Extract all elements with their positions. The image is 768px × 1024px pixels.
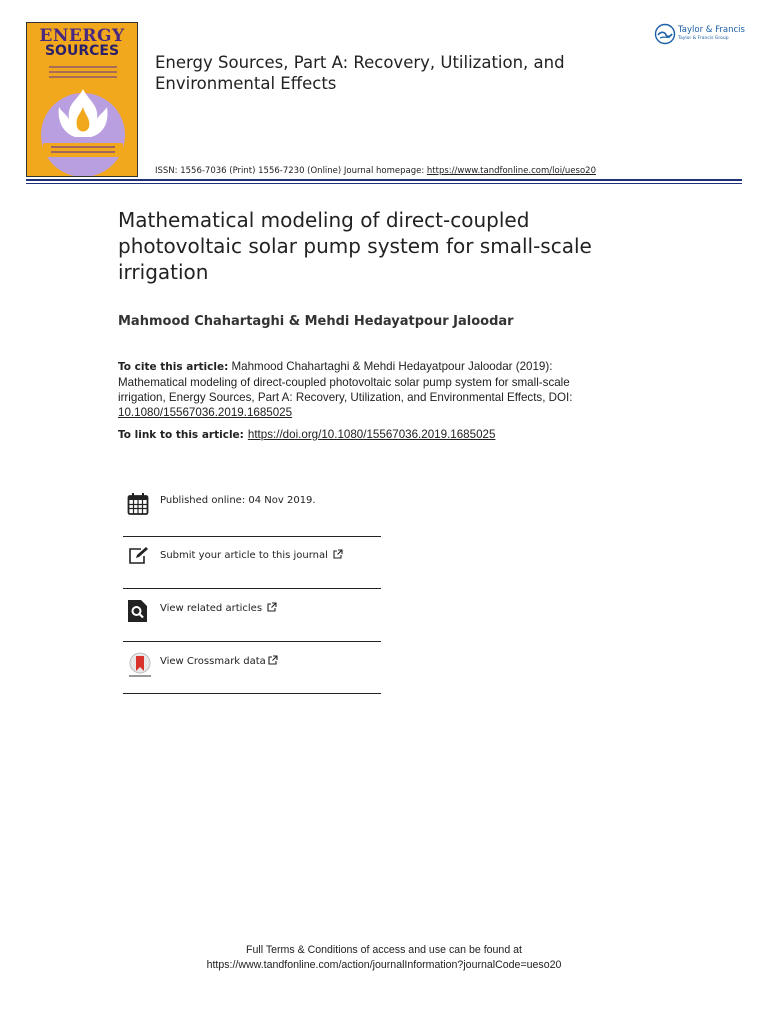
- external-link-icon: [268, 655, 278, 665]
- calendar-icon: [127, 492, 149, 516]
- journal-title: Energy Sources, Part A: Recovery, Utilization, and Environmental Effects: [155, 53, 565, 93]
- citation-block: [118, 359, 608, 420]
- search-document-icon: [127, 599, 149, 623]
- link-label: To link to this article:: [118, 429, 244, 441]
- crossmark-row[interactable]: [123, 652, 381, 704]
- submit-article-label: Submit your article to this journal: [160, 550, 328, 561]
- cover-title-main: SOURCES: [44, 43, 120, 59]
- citation-text: Mahmood Chahartaghi & Mehdi Hedayatpour Jaloodar (2019): Mathematical modeling of direct-coupled photovoltaic solar pump system for small-scale irrigation, Energy Sources, Part A: Recovery, Utilization, and Environmental Effects, DOI:: [118, 360, 573, 404]
- crossmark-icon: [127, 652, 153, 680]
- related-articles-label: View related articles: [160, 603, 263, 614]
- edit-icon: [127, 546, 151, 566]
- article-authors: Mahmood Chahartaghi & Mehdi Hedayatpour Jaloodar: [118, 314, 514, 329]
- external-link-icon: [333, 549, 343, 559]
- issn-line: [155, 166, 596, 176]
- related-articles-row[interactable]: [123, 599, 381, 651]
- cover-volume-band: [43, 143, 123, 157]
- article-link-line: [118, 428, 495, 441]
- header-rule-thin: [26, 183, 742, 184]
- issn-text: ISSN: 1556-7036 (Print) 1556-7230 (Online) Journal homepage:: [155, 166, 427, 176]
- header-rule: [26, 179, 742, 181]
- journal-cover-image: [26, 22, 138, 177]
- submit-article-link[interactable]: [160, 549, 343, 561]
- footer: [0, 943, 768, 973]
- footer-terms-link[interactable]: https://www.tandfonline.com/action/journalInformation?journalCode=ueso20: [206, 959, 562, 971]
- article-title: Mathematical modeling of direct-coupled photovoltaic solar pump system for small-scale irrigation: [118, 208, 592, 284]
- publisher-logo-icon: [654, 23, 676, 45]
- crossmark-label: View Crossmark data: [160, 656, 266, 667]
- divider: [123, 536, 381, 537]
- divider: [123, 641, 381, 642]
- related-articles-link[interactable]: [160, 602, 277, 614]
- citation-doi-link[interactable]: 10.1080/15567036.2019.1685025: [118, 406, 293, 419]
- journal-homepage-link[interactable]: https://www.tandfonline.com/loi/ueso20: [426, 166, 596, 176]
- article-doi-url[interactable]: https://doi.org/10.1080/15567036.2019.1685025: [247, 428, 496, 441]
- crossmark-link[interactable]: [160, 655, 278, 667]
- submit-article-row[interactable]: [123, 546, 381, 598]
- external-link-icon: [267, 602, 277, 612]
- cover-title-top: ENERGY: [39, 26, 125, 46]
- citation-label: To cite this article:: [118, 361, 229, 373]
- divider: [123, 693, 381, 694]
- cover-flame-icon: [47, 81, 119, 151]
- publisher-name: Taylor & Francis: [678, 25, 745, 35]
- publisher-logo: [654, 22, 749, 48]
- published-online-text: Published online: 04 Nov 2019.: [160, 495, 316, 506]
- footer-terms-text: Full Terms & Conditions of access and use can be found at: [246, 944, 522, 956]
- publisher-group: Taylor & Francis Group: [678, 36, 729, 41]
- divider: [123, 588, 381, 589]
